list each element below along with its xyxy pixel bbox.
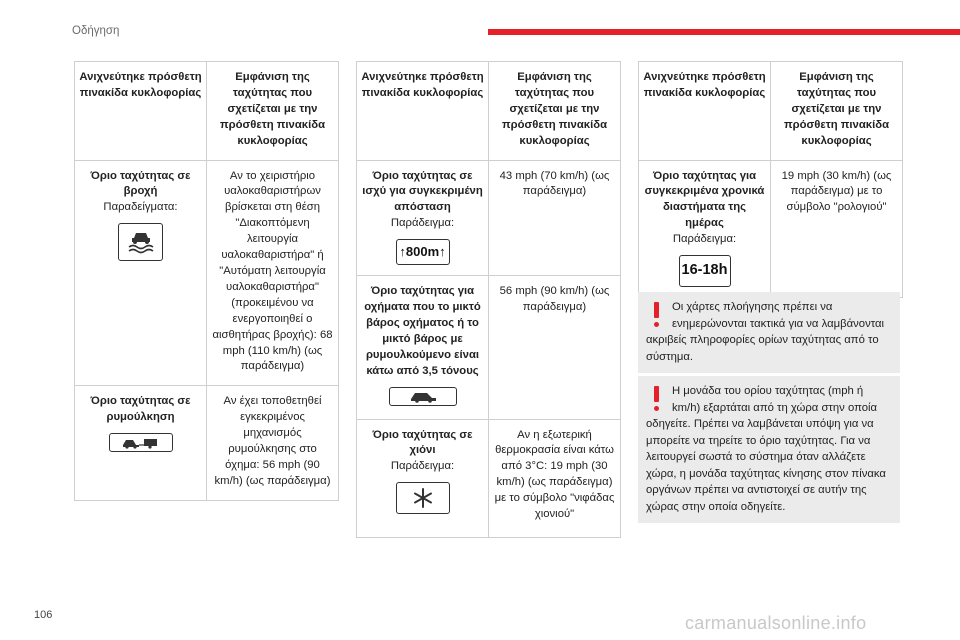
wet-road-icon [118, 223, 163, 261]
additional-plate-table-3 [638, 61, 903, 298]
column-header-display: Εμφάνιση της ταχύτητας που σχετίζεται με την πρόσθετη πινακίδα κυκλοφορίας [207, 62, 339, 161]
section-title: Οδήγηση [72, 25, 120, 37]
example-label: Παράδειγμα: [672, 233, 737, 246]
additional-plate-table-1 [74, 61, 339, 501]
note-text: Οι χάρτες πλοήγησης πρέπει να ενημερώνονται τακτικά για να λαμβάνονται ακριβείς πληροφορίες ορίων ταχύτητας από το σύστημα. [646, 301, 885, 363]
row-value: Αν η εξωτερική θερμοκρασία είναι κάτω από 3°C: 19 mph (30 km/h) (ως παράδειγμα) με το σύμβολο "νιφάδας χιονιού" [489, 419, 621, 537]
watermark: carmanualsonline.info [685, 613, 867, 633]
warning-icon [650, 302, 664, 328]
row-title: Όριο ταχύτητας σε βροχή [90, 169, 191, 198]
table-row [357, 419, 621, 537]
note-navigation-maps [638, 292, 900, 373]
column-header-detected: Ανιχνεύτηκε πρόσθετη πινακίδα κυκλοφορίας [639, 62, 771, 161]
example-label: Παραδείγματα: [103, 201, 178, 214]
column-header-detected: Ανιχνεύτηκε πρόσθετη πινακίδα κυκλοφορίας [75, 62, 207, 161]
column-header-display: Εμφάνιση της ταχύτητας που σχετίζεται με την πρόσθετη πινακίδα κυκλοφορίας [489, 62, 621, 161]
note-speed-unit [638, 376, 900, 523]
note-text: Η μονάδα του ορίου ταχύτητας (mph ή km/h) εξαρτάται από τη χώρα στην οποία οδηγείτε. Πρέπει να λαμβάνεται υπόψη για να μπορείτε να τηρείτε το όριο ταχύτητας. Για να λειτουργεί σωστά το σύστημα όταν αλλάζετε χώρα, η μονάδα ταχύτητας κίνησης στον πίνακα οργάνων πρέπει να αντιστοιχεί σε αυτήν της χώρας στην οποία οδηγείτε. [646, 385, 886, 513]
row-value: 43 mph (70 km/h) (ως παράδειγμα) [489, 160, 621, 276]
distance-arrows-icon: ↑ 800m ↑ [396, 239, 450, 265]
example-label: Παράδειγμα: [390, 217, 455, 230]
row-value: 56 mph (90 km/h) (ως παράδειγμα) [489, 276, 621, 419]
column-header-display: Εμφάνιση της ταχύτητας που σχετίζεται με την πρόσθετη πινακίδα κυκλοφορίας [771, 62, 903, 161]
page-number: 106 [34, 609, 53, 621]
warning-icon [650, 386, 664, 412]
row-value: 19 mph (30 km/h) (ως παράδειγμα) με το σύμβολο "ρολογιού" [771, 160, 903, 298]
table-row [75, 160, 339, 386]
car-icon [389, 387, 457, 406]
row-value: Αν το χειριστήριο υαλοκαθαριστήρων βρίσκεται στη θέση "Διακοπτόμενη λειτουργία υαλοκαθαριστήρα" ή "Αυτόματη λειτουργία υαλοκαθαριστήρα" (προκειμένου να ενεργοποιηθεί ο αισθητήρας βροχής): 68 mph (110 km/h) (ως παράδειγμα) [207, 160, 339, 386]
row-value: Αν έχει τοποθετηθεί εγκεκριμένος μηχανισμός ρυμούλκησης στο όχημα: 56 mph (90 km/h) (ως παράδειγμα) [207, 386, 339, 500]
row-title: Όριο ταχύτητας σε ρυμούλκηση [90, 395, 191, 424]
snowflake-icon [396, 482, 450, 514]
row-title: Όριο ταχύτητας για συγκεκριμένα χρονικά διαστήματα της ημέρας [644, 169, 765, 230]
time-period-sign: 16-18h [679, 255, 731, 287]
row-title: Όριο ταχύτητας σε ισχύ για συγκεκριμένη απόσταση [362, 169, 483, 214]
table-row [639, 160, 903, 298]
row-title: Όριο ταχύτητας σε χιόνι [372, 428, 473, 457]
row-title: Όριο ταχύτητας για οχήματα που το μικτό βάρος οχήματος ή το μικτό βάρος με ρυμουλκούμενο είναι κάτω από 3,5 τόνους [364, 285, 481, 377]
column-header-detected: Ανιχνεύτηκε πρόσθετη πινακίδα κυκλοφορίας [357, 62, 489, 161]
distance-sign-text: 800m [405, 244, 440, 260]
table-row [357, 160, 621, 276]
additional-plate-table-2 [356, 61, 621, 538]
car-trailer-icon [109, 433, 173, 452]
section-accent-bar [488, 29, 960, 35]
example-label: Παράδειγμα: [390, 460, 455, 473]
table-row [357, 276, 621, 419]
table-row [75, 386, 339, 500]
